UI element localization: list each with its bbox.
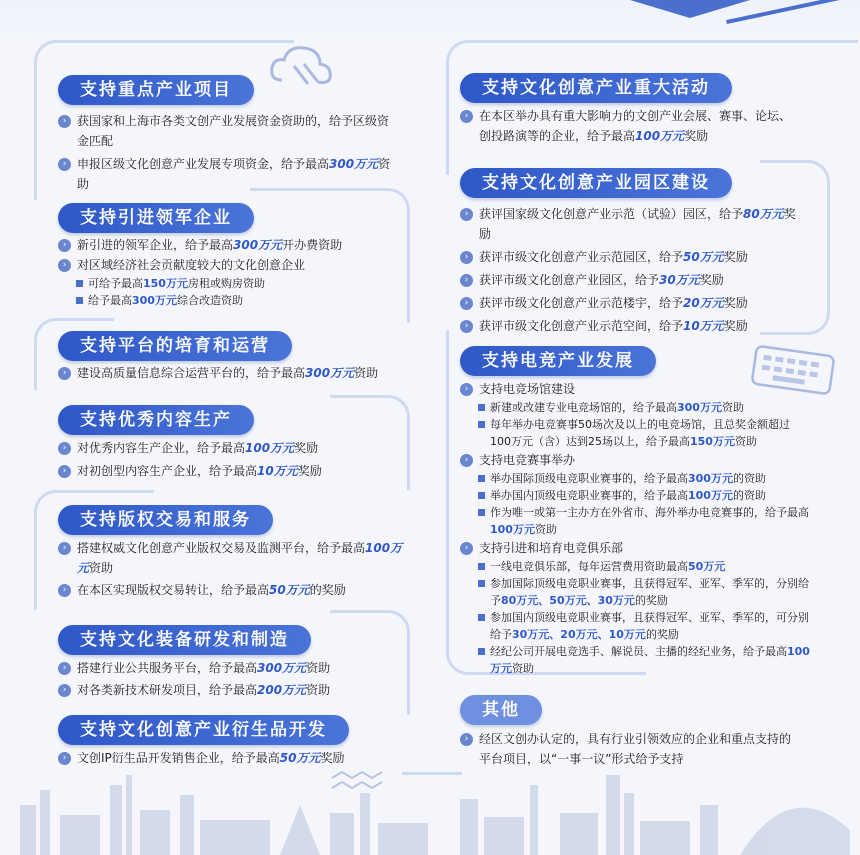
square-bullet-icon: [478, 421, 485, 428]
arrow-bullet-icon: ›: [58, 158, 71, 171]
arrow-bullet-icon: ›: [460, 297, 473, 310]
arrow-bullet-icon: ›: [58, 584, 71, 597]
sub-list-item: 新建或改建专业电竞场馆的，给予最高300万元资助: [460, 399, 810, 416]
square-bullet-icon: [76, 297, 83, 304]
square-bullet-icon: [478, 492, 485, 499]
arrow-bullet-icon: ›: [460, 454, 473, 467]
section-title: 支持平台的培育和运营: [58, 331, 292, 361]
list-item: › 获国家和上海市各类文创产业发展资金资助的，给予区级资金匹配: [58, 111, 398, 151]
arrow-bullet-icon: ›: [58, 662, 71, 675]
list-item: › 在本区举办具有重大影响力的文创产业会展、赛事、论坛、创投路演等的企业，给予最高100万元奖励: [460, 106, 800, 146]
section-title: 支持引进领军企业: [58, 203, 254, 233]
section-title: 支持重点产业项目: [58, 75, 254, 105]
sub-list-item: 参加国际顶级电竞职业赛事，且获得冠军、亚军、季军的，分别给予80万元、50万元、30万元的奖励: [460, 575, 810, 609]
list-item: › 支持电竞场馆建设: [460, 379, 810, 399]
arrow-bullet-icon: ›: [460, 110, 473, 123]
list-item: › 经区文创办认定的，具有行业引领效应的企业和重点支持的平台项目，以“一事一议”形式给予支持: [460, 729, 800, 769]
list-item: › 支持引进和培育电竞俱乐部: [460, 538, 810, 558]
arrow-bullet-icon: ›: [58, 239, 71, 252]
arrow-bullet-icon: ›: [460, 542, 473, 555]
sub-list-item: 每年举办电竞赛事50场次及以上的电竞场馆，且总奖金额超过100万元（含）达到25场以上，给予最高150万元资助: [460, 416, 810, 450]
corner-triangle-decoration: [630, 0, 750, 18]
list-item: › 获评市级文化创意产业示范空间，给予10万元奖励: [460, 316, 800, 336]
section-equipment: [58, 625, 398, 700]
square-bullet-icon: [478, 563, 485, 570]
section-title: 支持电竞产业发展: [460, 346, 656, 376]
section-title: 支持版权交易和服务: [58, 505, 273, 535]
sub-list-item: 经纪公司开展电竞选手、解说员、主播的经纪业务，给予最高100万元资助: [460, 643, 810, 677]
list-item: › 对初创型内容生产企业，给予最高10万元奖励: [58, 461, 398, 481]
arrow-bullet-icon: ›: [58, 442, 71, 455]
arrow-bullet-icon: ›: [58, 684, 71, 697]
section-title: 其他: [460, 695, 542, 725]
arrow-bullet-icon: ›: [58, 752, 71, 765]
section-platform: [58, 331, 398, 383]
section-leading-enterprises: [58, 203, 398, 309]
list-item: › 支持电竞赛事举办: [460, 450, 810, 470]
square-bullet-icon: [76, 280, 83, 287]
list-item: › 在本区实现版权交易转让，给予最高50万元的奖励: [58, 580, 408, 600]
list-item: › 建设高质量信息综合运营平台的，给予最高300万元资助: [58, 363, 398, 383]
list-item: › 新引进的领军企业，给予最高300万元开办费资助: [58, 235, 398, 255]
section-parks: [460, 168, 800, 336]
square-bullet-icon: [478, 648, 485, 655]
sub-list-item: 作为唯一或第一主办方在外省市、海外举办电竞赛事的，给予最高100万元资助: [460, 504, 810, 538]
section-major-events: [460, 73, 800, 146]
sub-list-item: 举办国内顶级电竞职业赛事的，给予最高100万元的资助: [460, 487, 810, 504]
arrow-bullet-icon: ›: [460, 733, 473, 746]
square-bullet-icon: [478, 475, 485, 482]
sub-list-item: 举办国际顶级电竞职业赛事的，给予最高300万元的资助: [460, 470, 810, 487]
list-item: › 申报区级文化创意产业发展专项资金，给予最高300万元资助: [58, 154, 398, 194]
list-item: › 获评市级文化创意产业园区，给予30万元奖励: [460, 270, 800, 290]
list-item: › 搭建行业公共服务平台，给予最高300万元资助: [58, 658, 398, 678]
arrow-bullet-icon: ›: [58, 115, 71, 128]
arrow-bullet-icon: ›: [58, 367, 71, 380]
section-title: 支持文化装备研发和制造: [58, 625, 311, 655]
square-bullet-icon: [478, 509, 485, 516]
list-item: › 获评市级文化创意产业示范楼宇，给予20万元奖励: [460, 293, 800, 313]
section-content: [58, 405, 398, 481]
sub-list-item: 可给予最高150万元房租或购房资助: [58, 275, 398, 292]
arrow-bullet-icon: ›: [460, 208, 473, 221]
arrow-bullet-icon: ›: [460, 383, 473, 396]
arrow-bullet-icon: ›: [58, 542, 71, 555]
sub-list-item: 一线电竞俱乐部，每年运营费用资助最高50万元: [460, 558, 810, 575]
section-other: [460, 695, 800, 769]
list-item: › 对优秀内容生产企业，给予最高100万元奖励: [58, 438, 398, 458]
section-title: 支持文化创意产业园区建设: [460, 168, 732, 198]
list-item: › 获评市级文化创意产业示范园区，给予50万元奖励: [460, 247, 800, 267]
sub-list-item: 给予最高300万元综合改造资助: [58, 292, 398, 309]
arrow-bullet-icon: ›: [460, 251, 473, 264]
section-derivatives: [58, 715, 398, 768]
square-bullet-icon: [478, 404, 485, 411]
section-copyright: [58, 505, 408, 600]
list-item: › 文创IP衍生品开发销售企业，给予最高50万元奖励: [58, 748, 398, 768]
list-item: › 搭建权威文化创意产业版权交易及监测平台，给予最高100万元资助: [58, 538, 408, 578]
section-title: 支持文化创意产业衍生品开发: [58, 715, 349, 745]
arrow-bullet-icon: ›: [460, 274, 473, 287]
zigzag-decoration: [330, 770, 390, 800]
list-item: › 获评国家级文化创意产业示范（试验）园区，给予80万元奖励: [460, 204, 800, 244]
arrow-bullet-icon: ›: [58, 259, 71, 272]
list-item: › 对区域经济社会贡献度较大的文化创意企业: [58, 255, 398, 275]
square-bullet-icon: [478, 580, 485, 587]
arrow-bullet-icon: ›: [58, 465, 71, 478]
section-title: 支持文化创意产业重大活动: [460, 73, 732, 103]
list-item: › 对各类新技术研发项目，给予最高200万元资助: [58, 680, 398, 700]
sub-list-item: 参加国内顶级电竞职业赛事，且获得冠军、亚军、季军的，可分别给予30万元、20万元、10万元的奖励: [460, 609, 810, 643]
arrow-bullet-icon: ›: [460, 320, 473, 333]
section-title: 支持优秀内容生产: [58, 405, 254, 435]
section-key-projects: [58, 75, 398, 194]
section-esports: [460, 346, 810, 677]
square-bullet-icon: [478, 614, 485, 621]
